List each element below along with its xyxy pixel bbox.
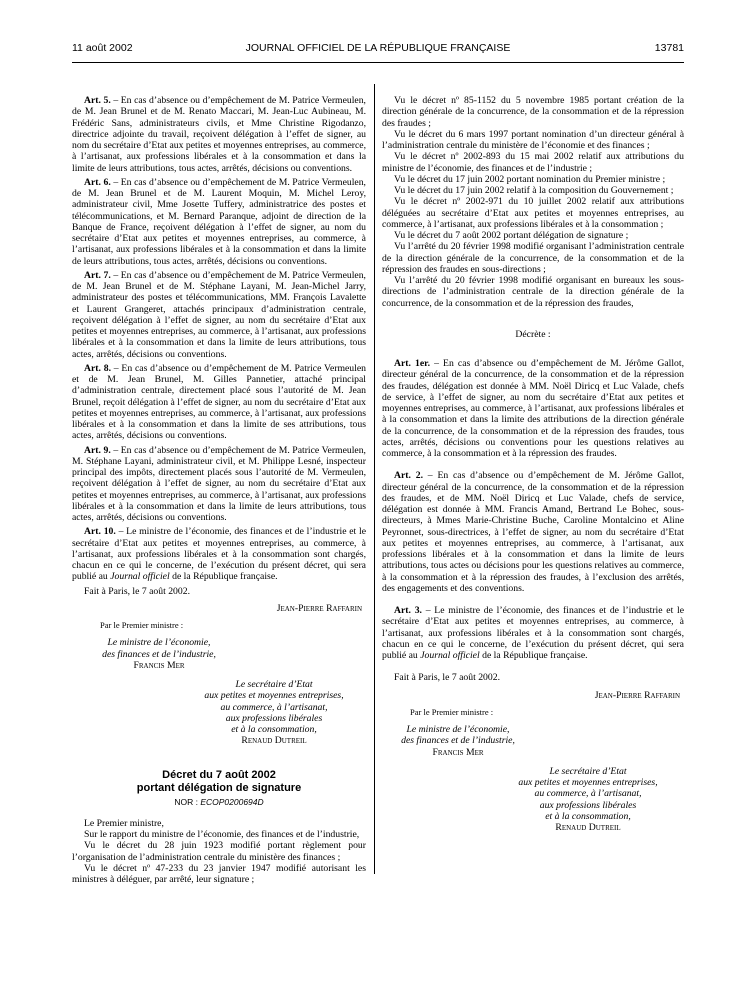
- article-text-end: de la République française.: [479, 650, 588, 661]
- article-text: – En cas d’absence ou d’empêchement de M. Patrice Vermeulen et de M. Jean Brunel, M. Gilles Pannetier, attaché principal d’administration centrale, directement placé sous l’autorité de M. Jean Brunel, reçoit délégation à l’effet de signer, au nom du secrétaire d’Etat aux petites et moyennes entreprises, au commerce, à l’artisanat, aux professions libérales et à la consommation et dans la limite de ses attributions, tous actes, arrêtés, décisions ou conventions.: [72, 362, 366, 442]
- header-rule: [72, 62, 684, 63]
- signer-name: Jean-Pierre Raffarin: [594, 689, 680, 701]
- visa-paragraph: Vu le décret du 17 juin 2002 portant nomination du Premier ministre ;: [394, 173, 666, 185]
- article-label: Art. 2.: [394, 470, 424, 482]
- journal-officiel-ref: Journal officiel: [420, 650, 480, 661]
- minister-title-line: Le ministre de l’économie,: [107, 637, 211, 649]
- secretary-title-line: au commerce, à l’artisanat,: [220, 701, 328, 713]
- article-text: – Le ministre de l’économie, des finances et de l’industrie et le secrétaire d’Etat aux petites et moyennes entreprises, au commerce, à l’artisanat, aux professions libérales et à la consommation sont chargés, chacun en ce qui le concerne, de l’exécution du présent décret, qui sera publié au: [72, 526, 366, 583]
- article-7: [72, 270, 366, 360]
- article-text: – En cas d’absence ou d’empêchement de M. Patrice Vermeulen, de M. Jean Brunel et de M. Renato Maccari, M. Jean-Luc Aubineau, M. Frédéric Sans, administrateurs civils, et Mme Christine Rigodanzo, directrice adjointe du travail, reçoivent délégation à l’effet de signer, au nom du secrétaire d’Etat aux petites et moyennes entreprises, au commerce, à l’artisanat, aux professions libérales et à la consommation et dans la limite de leurs attributions, tous actes, arrêtés, décisions ou conventions.: [72, 95, 366, 174]
- secretary-title-line: au commerce, à l’artisanat,: [534, 788, 642, 800]
- article-text: – En cas d’absence ou d’empêchement de M. Patrice Vermeulen, de M. Jean Brunel et de M. Stéphane Layani, M. Jean-Michel Jarry, administrateur des postes et télécommunications, MM. François Lavalette et Laurent Grangeret, attachés principaux d’administration centrale, reçoivent délégation à l’effet de signer, au nom du secrétaire d’Etat aux petites et moyennes entreprises, au commerce, à l’artisanat, aux professions libérales et à la consommation et dans la limite de leurs attributions, tous actes, arrêtés, décisions ou conventions.: [72, 269, 366, 360]
- decree-title-line1: Décret du 7 août 2002: [162, 768, 276, 781]
- secretary-title-line: et à la consommation,: [545, 810, 631, 822]
- visa-paragraph: Vu le décret du 28 juin 1923 modifié portant règlement pour l’organisation de l’administration centrale du ministère des finances ;: [72, 840, 366, 863]
- visa-paragraph: Vu le décret du 17 juin 2002 relatif à la composition du Gouvernement ;: [394, 185, 674, 196]
- article-3: [382, 605, 684, 661]
- article-label: Art. 8.: [84, 362, 111, 374]
- article-label: Art. 1er.: [394, 358, 431, 369]
- signer-name: Jean-Pierre Raffarin: [276, 602, 362, 614]
- article-label: Art. 7.: [84, 269, 111, 281]
- par-le-premier-ministre: Par le Premier ministre :: [410, 706, 494, 717]
- article-text: – En cas d’absence ou d’empêchement de M. Jérôme Gallot, directeur général de la concurrence, de la consommation et de la répression des fraudes, et de MM. Noël Diricq et Luc Valade, chefs de service, délégation est donnée à MM. Francis Amand, Bertrand Le Bohec, sous-directeurs, à Mmes Marie-Christine Buche, Caroline Montalcino et Aline Peyronnet, sous-directrices, à l’effet de signer, au nom du secrétaire d’Etat aux petites et moyennes entreprises, au commerce, à l’artisanat, aux professions libérales et à la consommation et dans la limite de leurs attributions, tous actes ou décisions pour les questions relatives au commerce, à la consommation et à la répression des fraudes, à l’exclusion des arrêtés, des engagements et des conventions.: [382, 470, 684, 594]
- secretary-title-line: Le secrétaire d’Etat: [549, 765, 627, 777]
- article-text: – En cas d’absence ou d’empêchement de M. Patrice Vermeulen, de M. Jean Brunel et de M. Laurent Moquin, M. Michel Leroy, administrateur civil, Mme Josette Tuffery, administratrice des postes et télécommunications, et M. Bernard Paranque, adjoint de direction de la Banque de France, reçoivent délégation à l’effet de signer, au nom du secrétaire d’Etat aux petites et moyennes entreprises, au commerce, à l’artisanat, aux professions libérales et à la consommation et dans la limite de leurs attributions, tous actes, arrêtés, décisions ou conventions.: [72, 176, 366, 267]
- fait-a-paris: Fait à Paris, le 7 août 2002.: [394, 672, 501, 684]
- right-column: [382, 95, 684, 833]
- fait-a-paris: Fait à Paris, le 7 août 2002.: [84, 585, 191, 597]
- header-date: 11 août 2002: [72, 42, 133, 54]
- par-le-premier-ministre: Par le Premier ministre :: [100, 620, 184, 630]
- secretary-title-line: aux petites et moyennes entreprises,: [518, 777, 658, 788]
- spacer: [382, 664, 684, 672]
- article-label: Art. 6.: [84, 176, 111, 188]
- page-header: [72, 42, 684, 58]
- article-8: [72, 363, 366, 442]
- spacer: [382, 462, 684, 470]
- secretary-title-line: aux petites et moyennes entreprises,: [204, 690, 344, 702]
- article-text: – En cas d’absence ou d’empêchement de M. Patrice Vermeulen, M. Stéphane Layani, administrateur civil, et M. Philippe Lesné, inspecteur principal des impôts, directement placés sous l’autorité de M. Vermeulen, reçoivent délégation à l’effet de signer, au nom du secrétaire d’Etat aux petites et moyennes entreprises, au commerce, à l’artisanat, aux professions libérales et à la consommation et dans la limite de leurs attributions, tous actes, arrêtés, décisions ou conventions.: [72, 444, 366, 523]
- secretary-title-line: Le secrétaire d’Etat: [235, 679, 313, 690]
- secretary-title-line: aux professions libérales: [539, 799, 637, 811]
- spacer: [382, 597, 684, 605]
- visa-paragraph: Vu le décret nº 2002-893 du 15 mai 2002 relatif aux attributions du ministre de l’économie, des finances et de l’industrie ;: [382, 151, 684, 174]
- article-label: Art. 10.: [84, 526, 116, 538]
- article-9: [72, 445, 366, 524]
- article-label: Art. 5.: [84, 95, 111, 106]
- article-label: Art. 9.: [84, 444, 111, 456]
- article-1: [382, 358, 684, 459]
- secretary-title-line: aux professions libérales: [225, 712, 323, 724]
- minister-title-line: Le ministre de l’économie,: [406, 724, 510, 735]
- article-6: [72, 177, 366, 267]
- visa-paragraph: Vu le décret nº 2002-971 du 10 juillet 2002 relatif aux attributions déléguées au secrétaire d’Etat aux petites et moyennes entreprises, au commerce, à l’artisanat, aux professions libérales et à la consommation ;: [382, 196, 684, 230]
- secretary-name: Renaud Dutreil: [555, 822, 621, 833]
- decrete-heading: Décrète :: [515, 328, 551, 340]
- minister-name: Francis Mer: [133, 659, 185, 671]
- nor-code: ECOP0200694D: [200, 796, 264, 807]
- visa-paragraph: Vu le décret nº 47-233 du 23 janvier 1947 modifié autorisant les ministres à déléguer, par arrêté, leur signature ;: [72, 862, 366, 885]
- article-text: – En cas d’absence ou d’empêchement de M. Jérôme Gallot, directeur général de la concurrence, de la consommation et de la répression des fraudes, délégation est donnée à MM. Noël Diricq et Luc Valade, chefs de service, à l’effet de signer, au nom du secrétaire d’Etat aux petites et moyennes entreprises, au commerce, à l’artisanat, aux professions libérales et à la consommation et dans la limite des attributions de la direction générale de la concurrence, de la consommation et de la répression des fraudes, tous actes, arrêtés, décisions ou conventions pour les questions relatives au commerce, à la consommation et à la répression des fraudes.: [382, 358, 684, 459]
- article-2: [382, 470, 684, 594]
- minister-name: Francis Mer: [432, 746, 484, 758]
- visa-paragraph: Vu le décret nº 85-1152 du 5 novembre 1985 portant création de la direction générale de la concurrence, de la consommation et de la répression des fraudes ;: [382, 95, 684, 129]
- article-label: Art. 3.: [394, 605, 422, 616]
- article-text: – Le ministre de l’économie, des finances et de l’industrie et le secrétaire d’Etat aux petites et moyennes entreprises, au commerce, à l’artisanat, aux professions libérales et à la consommation sont chargés, chacun en ce qui le concerne, de l’exécution du présent décret, qui sera publié au: [382, 605, 685, 661]
- nor-label: NOR :: [174, 796, 201, 807]
- journal-officiel-ref: Journal officiel: [110, 571, 170, 583]
- minister-title-line: des finances et de l’industrie,: [102, 648, 216, 660]
- visa-paragraph: Vu l’arrêté du 20 février 1998 modifié organisant en bureaux les sous-directions de l’administration centrale de la direction générale de la concurrence, de la consommation et de la répression des fraudes,: [382, 275, 684, 309]
- article-5: [72, 95, 366, 174]
- decree-title-line2: portant délégation de signature: [136, 781, 302, 794]
- left-column: [72, 95, 366, 885]
- nor-reference: [72, 797, 366, 808]
- visa-paragraph: Vu le décret du 6 mars 1997 portant nomination d’un directeur général à l’administration centrale du ministère de l’économie et des finances ;: [382, 128, 684, 151]
- article-text-end: de la République française.: [169, 571, 278, 583]
- secretary-name: Renaud Dutreil: [241, 735, 307, 747]
- visa-paragraph: Vu l’arrêté du 20 février 1998 modifié organisant l’administration centrale de la direction générale de la concurrence, de la consommation et de la répression des fraudes en sous-directions ;: [382, 241, 684, 275]
- article-10: [72, 526, 366, 582]
- visa-paragraph: Vu le décret du 7 août 2002 portant délégation de signature ;: [394, 230, 629, 241]
- header-page-number: 13781: [654, 42, 684, 54]
- decree-title: [72, 769, 366, 795]
- header-title: JOURNAL OFFICIEL DE LA RÉPUBLIQUE FRANÇAISE: [245, 42, 511, 54]
- visa-paragraph: Le Premier ministre,: [84, 817, 164, 829]
- minister-title-line: des finances et de l’industrie,: [401, 735, 515, 747]
- visa-paragraph: Sur le rapport du ministre de l’économie, des finances et de l’industrie,: [84, 829, 360, 840]
- secretary-title-line: et à la consommation,: [231, 724, 317, 735]
